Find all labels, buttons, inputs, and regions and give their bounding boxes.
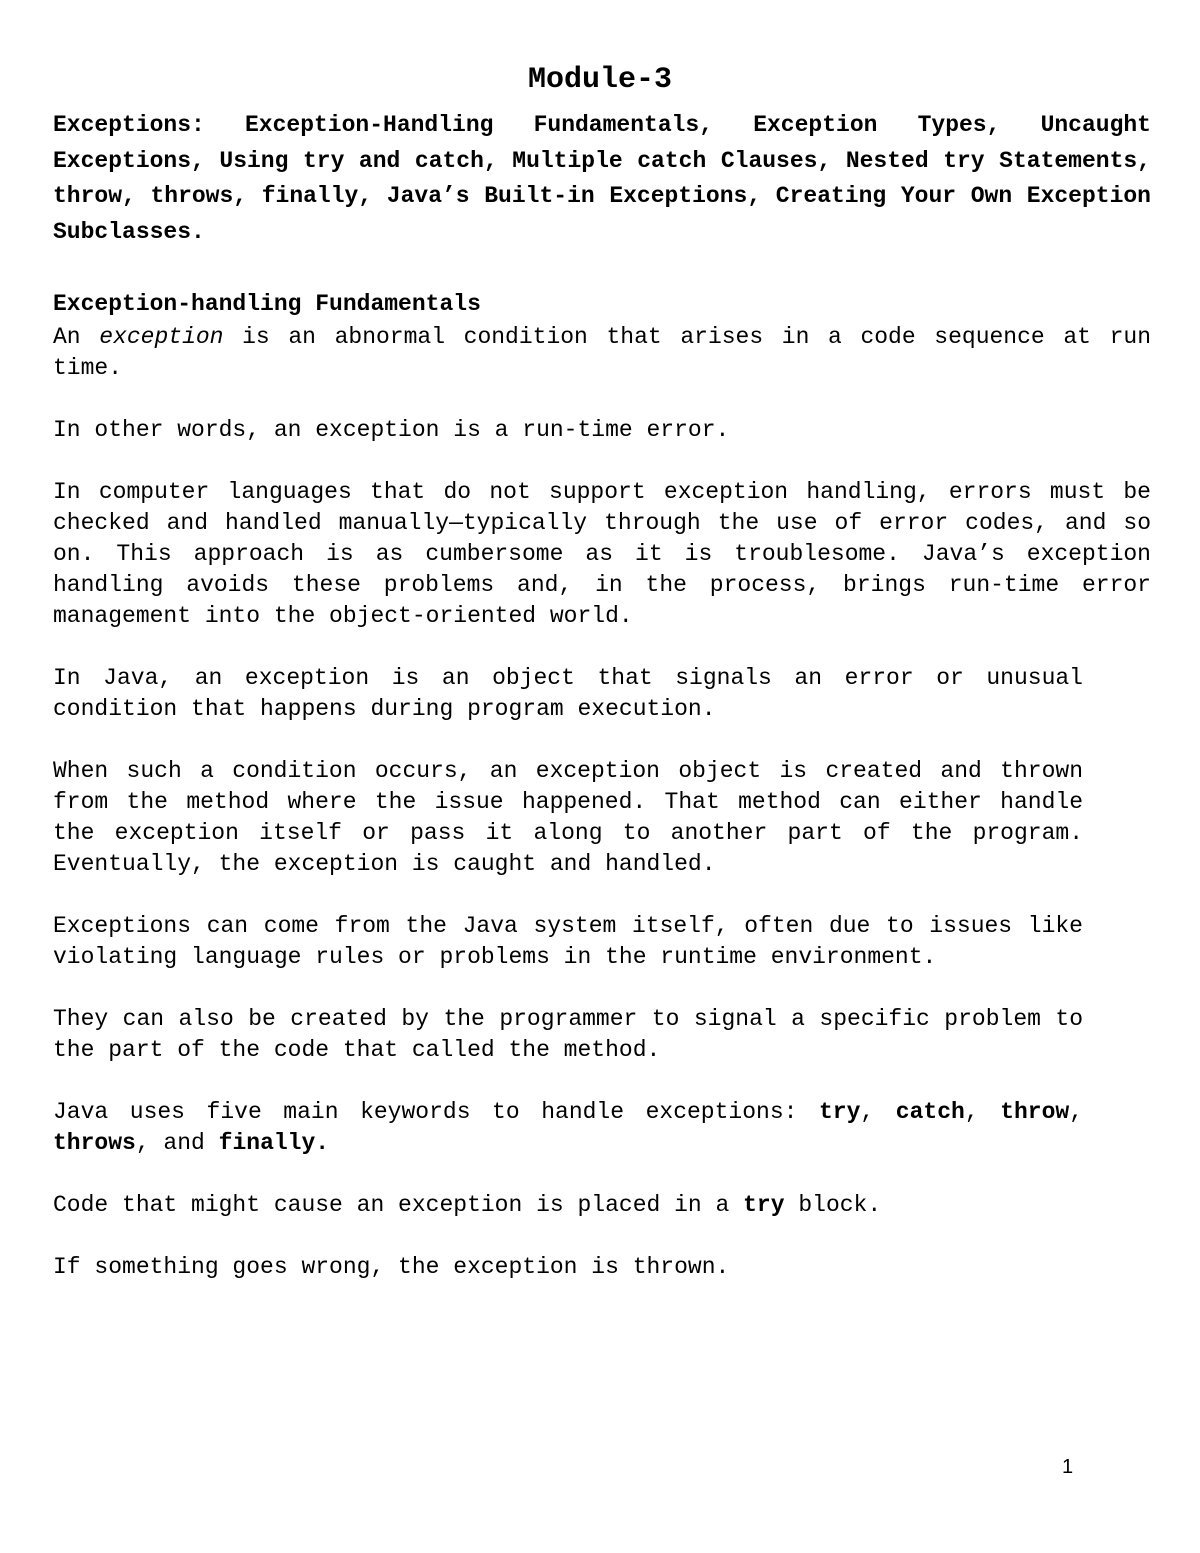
paragraph-thrown: When such a condition occurs, an exception object is created and thrown from the method where the issue happened. That method can either handle the exception itself or pass it along to another part of the program. Eventually, the exception is caught and handled. (53, 758, 1083, 877)
paragraph-thrown-exception: If something goes wrong, the exception is thrown. (53, 1254, 730, 1280)
keyword-catch: catch (895, 1099, 965, 1125)
separator: , (860, 1099, 896, 1125)
separator: , and (135, 1130, 219, 1156)
paragraph-text: Code that might cause an exception is placed in a (53, 1192, 744, 1218)
emphasis-term: exception (99, 324, 224, 350)
keyword-try: try (743, 1192, 785, 1218)
module-topics: Exceptions: Exception-Handling Fundamentals, Exception Types, Uncaught Exceptions, Using try and catch, Multiple catch Clauses, Nested try Statements, throw, throws, finally, Java’s Built-in Exceptions, Creating Your Own Exception Subclasses. (53, 112, 1151, 245)
paragraph-text: Java uses five main keywords to handle exceptions: (53, 1099, 819, 1125)
document-body (53, 287, 1151, 1314)
separator: , (1069, 1099, 1084, 1125)
paragraph-programmer: They can also be created by the programmer to signal a specific problem to the part of the code that called the method. (53, 1006, 1083, 1063)
separator: , (964, 1099, 1001, 1125)
paragraph-definition (53, 322, 1151, 384)
paragraph-text: block. (784, 1192, 882, 1218)
paragraph-java-system: Exceptions can come from the Java system itself, often due to issues like violating language rules or problems in the runtime environment. (53, 913, 1083, 970)
paragraph-keywords (53, 1097, 1083, 1159)
keyword-throw: throw (1000, 1099, 1070, 1125)
paragraph-error-codes: In computer languages that do not support exception handling, errors must be checked and handled manually—typically through the use of error codes, and so on. This approach is as cumbersome as it is troublesome. Java’s exception handling avoids these problems and, in the process, brings run-time error management into the object-oriented world. (53, 479, 1151, 629)
paragraph-text: is an abnormal condition that arises in a code sequence at run time. (53, 324, 1151, 381)
paragraph-exception-object: In Java, an exception is an object that signals an error or unusual condition that happens during program execution. (53, 665, 1083, 722)
paragraph-run-time-error: In other words, an exception is a run-time error. (53, 417, 730, 443)
keyword-try: try (819, 1099, 861, 1125)
page-title: Module-3 (527, 63, 673, 97)
section-heading: Exception-handling Fundamentals (53, 291, 481, 317)
page-number: 1 (1062, 1456, 1074, 1478)
keyword-finally: finally. (218, 1130, 330, 1156)
paragraph-text: An (53, 324, 100, 350)
paragraph-try-block (53, 1190, 1151, 1221)
keyword-throws: throws (53, 1130, 136, 1156)
